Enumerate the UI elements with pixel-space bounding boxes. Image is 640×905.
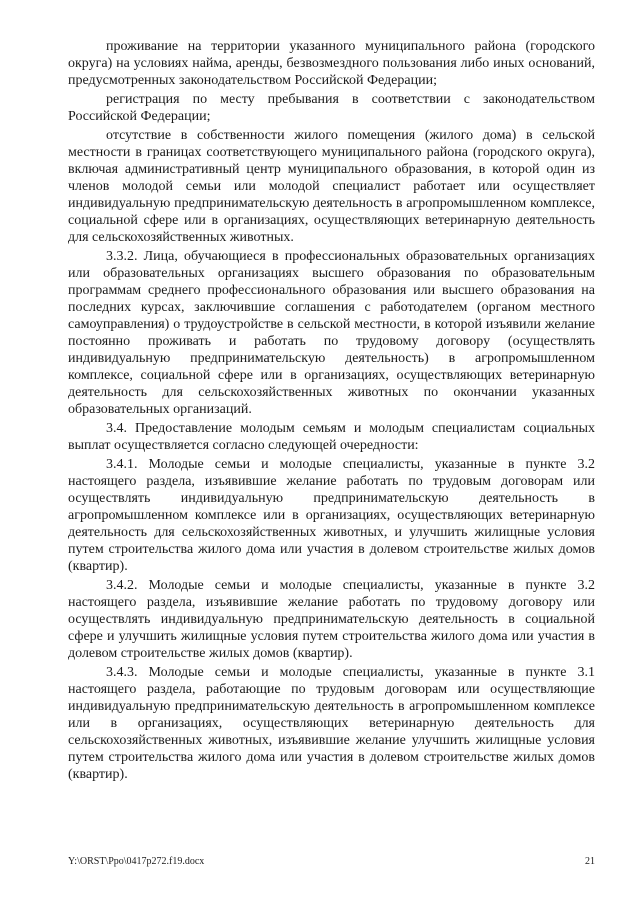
paragraph: регистрация по месту пребывания в соответствии с законодательством Российской Федерации; xyxy=(68,92,595,124)
paragraph: 3.3.2. Лица, обучающиеся в профессиональных образовательных организациях или образовательных организациях высшего образования по образовательным программам среднего профессионального образования или высшего образования на последних курсах, заключившие соглашения с работодателем (органом местного самоуправления) о трудоустройстве в сельской местности, в которой изъявили желание постоянно проживать и работать по трудовому договору (осуществлять индивидуальную предпринимательскую деятельность) в агропромышленном комплексе, социальной сфере или в организациях, осуществляющих ветеринарную деятельность для сельскохозяйственных животных по окончании указанных образовательных организаций. xyxy=(68,249,595,417)
page-number: 21 xyxy=(585,856,595,867)
paragraph: 3.4.2. Молодые семьи и молодые специалисты, указанные в пункте 3.2 настоящего раздела, изъявившие желание работать по трудовому договору или осуществлять индивидуальную предпринимательскую деятельность в социальной сфере и улучшить жилищные условия путем строительства жилого дома или участия в долевом строительстве жилых домов (квартир). xyxy=(68,578,595,661)
footer-file-path: Y:\ORST\Ppo\0417p272.f19.docx xyxy=(68,856,205,867)
paragraph: проживание на территории указанного муниципального района (городского округа) на условиях найма, аренды, безвозмездного пользования либо иных оснований, предусмотренных законодательством Российской Федерации; xyxy=(68,39,595,88)
document-body xyxy=(68,38,595,785)
paragraph: 3.4.1. Молодые семьи и молодые специалисты, указанные в пункте 3.2 настоящего раздела, изъявившие желание работать по трудовым договорам или осуществлять индивидуальную предпринимательскую деятельность в агропромышленном комплексе или в организациях, осуществляющих ветеринарную деятельность для сельскохозяйственных животных, и улучшить жилищные условия путем строительства жилого дома или участия в долевом строительстве жилых домов (квартир). xyxy=(68,457,595,574)
page-footer xyxy=(68,856,595,867)
paragraph: 3.4.3. Молодые семьи и молодые специалисты, указанные в пункте 3.1 настоящего раздела, работающие по трудовым договорам или осуществляющие индивидуальную предпринимательскую деятельность в агропромышленном комплексе или в организациях, осуществляющих ветеринарную деятельность для сельскохозяйственных животных, изъявившие желание улучшить жилищные условия путем строительства жилого дома или участия в долевом строительстве жилых домов (квартир). xyxy=(68,665,595,782)
paragraph: отсутствие в собственности жилого помещения (жилого дома) в сельской местности в границах соответствующего муниципального района (городского округа), включая административный центр муниципального образования, в которой один из членов молодой семьи или молодой специалист работает или осуществляет индивидуальную предпринимательскую деятельность в агропромышленном комплексе, социальной сфере или в организациях, осуществляющих ветеринарную деятельность для сельскохозяйственных животных. xyxy=(68,128,595,245)
paragraph: 3.4. Предоставление молодым семьям и молодым специалистам социальных выплат осуществляется согласно следующей очередности: xyxy=(68,421,595,453)
